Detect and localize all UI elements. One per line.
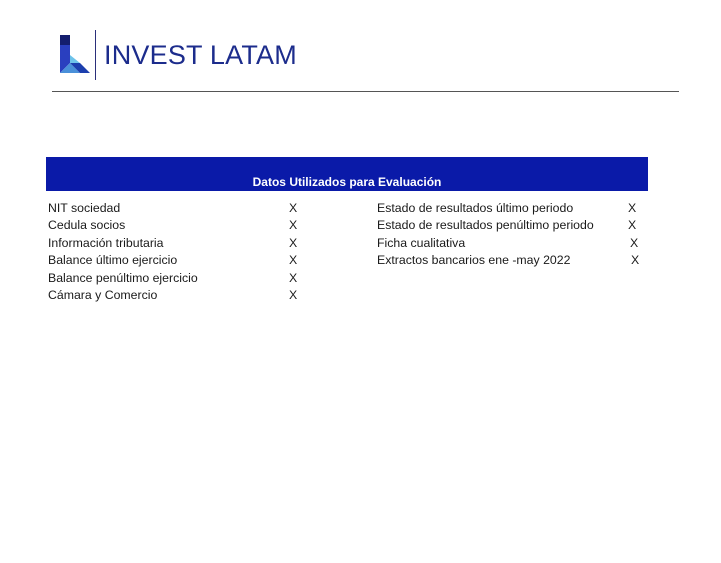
invest-latam-logo-icon (58, 33, 92, 77)
checklist-item-label: Extractos bancarios ene -may 2022 (377, 253, 571, 267)
checklist-item-mark: X (289, 236, 298, 250)
checklist-item-mark: X (289, 253, 298, 267)
checklist-item-label: Ficha cualitativa (377, 236, 466, 250)
checklist-item-label: Cámara y Comercio (48, 288, 158, 302)
header-divider (52, 91, 679, 92)
checklist-item-mark: X (628, 201, 637, 215)
checklist-item-mark: X (289, 271, 298, 285)
checklist-item-label: Estado de resultados penúltimo periodo (377, 218, 594, 232)
section-title: Datos Utilizados para Evaluación (252, 175, 442, 189)
checklist-item-mark: X (628, 218, 637, 232)
checklist-item-label: NIT sociedad (48, 201, 121, 215)
section-banner (46, 157, 648, 191)
checklist-item-label: Balance penúltimo ejercicio (48, 271, 198, 285)
brand-name: INVEST LATAM (104, 40, 297, 70)
checklist-item-label: Balance último ejercicio (48, 253, 178, 267)
logo-divider (95, 30, 96, 80)
checklist-item-label: Información tributaria (48, 236, 164, 250)
checklist-item-mark: X (289, 218, 298, 232)
checklist-item-mark: X (289, 201, 298, 215)
checklist-item-label: Estado de resultados último periodo (377, 201, 574, 215)
checklist-item-mark: X (631, 253, 640, 267)
checklist-item-mark: X (289, 288, 298, 302)
checklist-item-label: Cedula socios (48, 218, 126, 232)
checklist-item-mark: X (630, 236, 639, 250)
